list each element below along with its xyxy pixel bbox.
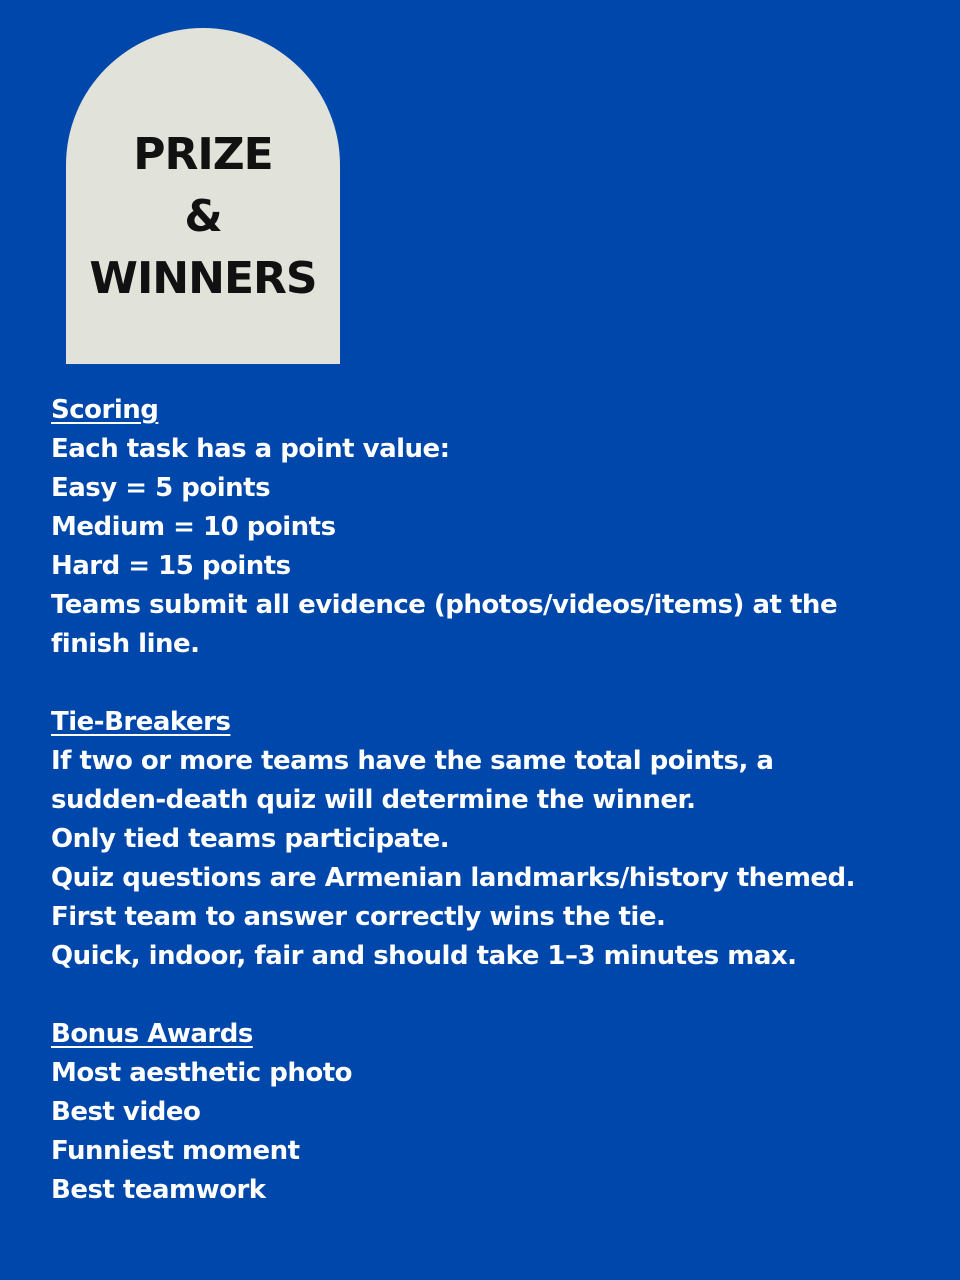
scoring-line: Each task has a point value: (51, 434, 450, 464)
title-winners: WINNERS (89, 253, 317, 304)
scoring-line: Easy = 5 points (51, 473, 271, 503)
title-arch-badge (66, 28, 340, 364)
bonus-award-item: Best teamwork (51, 1175, 266, 1205)
scoring-line: Teams submit all evidence (photos/videos/items) at the finish line. (51, 590, 838, 659)
title-prize: PRIZE (133, 129, 273, 180)
tie-breakers-line: If two or more teams have the same total points, a sudden-death quiz will determine the winner. (51, 746, 774, 815)
scoring-heading: Scoring (51, 395, 159, 425)
bonus-awards-section (51, 1015, 931, 1210)
title-ampersand: & (184, 191, 222, 242)
tie-breakers-line: First team to answer correctly wins the tie. (51, 902, 666, 932)
tie-breakers-line: Only tied teams participate. (51, 824, 450, 854)
bonus-award-item: Most aesthetic photo (51, 1058, 352, 1088)
rules-content (51, 391, 931, 1249)
tie-breakers-section (51, 703, 931, 976)
bonus-awards-heading: Bonus Awards (51, 1019, 253, 1049)
scoring-line: Hard = 15 points (51, 551, 291, 581)
scoring-section (51, 391, 931, 664)
bonus-award-item: Best video (51, 1097, 201, 1127)
tie-breakers-line: Quick, indoor, fair and should take 1–3 minutes max. (51, 941, 797, 971)
bonus-award-item: Funniest moment (51, 1136, 300, 1166)
tie-breakers-line: Quiz questions are Armenian landmarks/history themed. (51, 863, 856, 893)
tie-breakers-heading: Tie-Breakers (51, 707, 231, 737)
scoring-line: Medium = 10 points (51, 512, 336, 542)
